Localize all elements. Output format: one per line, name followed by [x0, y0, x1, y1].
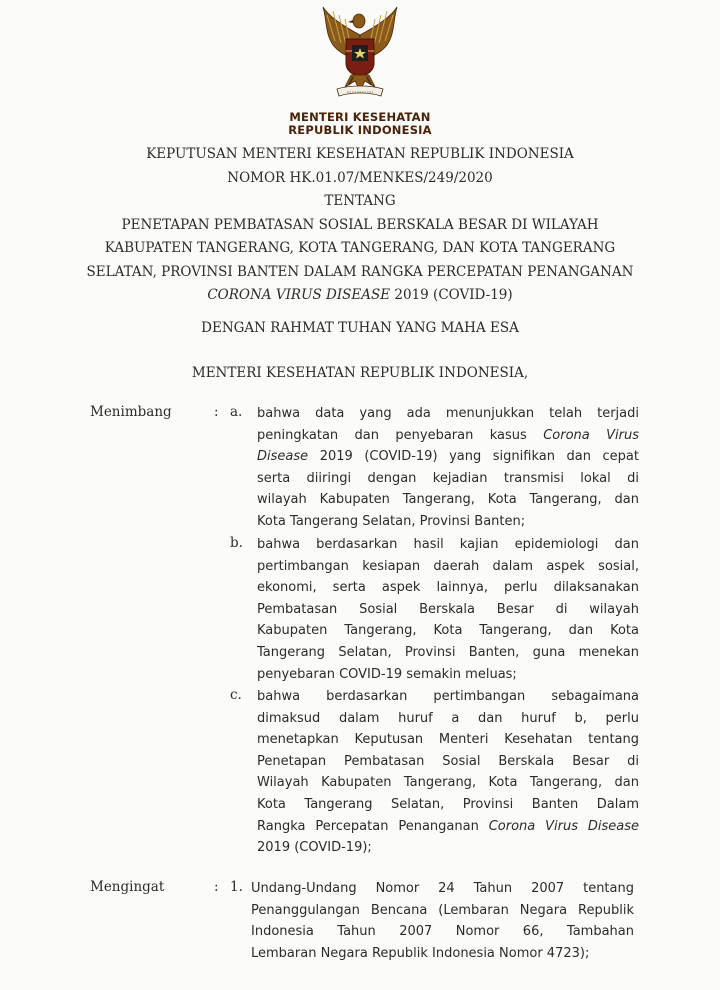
- text-line: wilayah Kabupaten Tangerang, Kota Tangerang, dan: [257, 492, 639, 508]
- ministry-name-line2: REPUBLIK INDONESIA: [288, 123, 432, 137]
- italic-term: Corona Virus Disease: [488, 818, 639, 834]
- opening-phrase: DENGAN RAHMAT TUHAN YANG MAHA ESA: [201, 320, 519, 336]
- authority-line: MENTERI KESEHATAN REPUBLIK INDONESIA,: [191, 365, 529, 381]
- menimbang-colon: :: [214, 404, 219, 420]
- text-line: [257, 425, 639, 447]
- text-span: peningkatan dan penyebaran kasus: [257, 427, 544, 443]
- consideration-item-c: [257, 686, 639, 859]
- text-line: Lembaran Negara Republik Indonesia Nomor 4723);: [251, 945, 590, 961]
- item-marker: c.: [230, 687, 242, 703]
- item-marker: 1.: [230, 879, 243, 895]
- title-italic: CORONA VIRUS DISEASE: [207, 287, 391, 303]
- decree-number: NOMOR HK.01.07/MENKES/249/2020: [227, 169, 493, 186]
- text-line: dimaksud dalam huruf a dan huruf b, perlu: [257, 710, 639, 726]
- text-line: penyebaran COVID-19 semakin meluas;: [257, 666, 517, 682]
- italic-term: Disease: [257, 449, 309, 465]
- item-marker: a.: [230, 404, 243, 420]
- title-line: PENETAPAN PEMBATASAN SOSIAL BERSKALA BESAR DI WILAYAH: [121, 216, 599, 233]
- italic-term: Corona Virus: [543, 427, 639, 443]
- text-line: bahwa berdasarkan pertimbangan sebagaimana: [257, 689, 639, 704]
- item-marker: b.: [230, 535, 243, 551]
- menimbang-label: Menimbang: [90, 404, 172, 420]
- legal-basis-item-1: [251, 878, 634, 964]
- decree-title: [50, 143, 670, 308]
- text-line: Kota Tangerang Selatan, Provinsi Banten;: [257, 513, 526, 529]
- ministry-name-line1: MENTERI KESEHATAN: [289, 110, 431, 124]
- text-line: menetapkan Keputusan Menteri Kesehatan tentang: [257, 732, 639, 748]
- title-about: TENTANG: [324, 193, 396, 209]
- text-line: Undang-Undang Nomor 24 Tahun 2007 tentang: [251, 881, 634, 896]
- text-line: Indonesia Tahun 2007 Nomor 66, Tambahan: [251, 924, 634, 940]
- title-line: KABUPATEN TANGERANG, KOTA TANGERANG, DAN KOTA TANGERANG: [104, 240, 616, 256]
- text-line: Penetapan Pembatasan Sosial Berskala Besar di: [257, 753, 639, 769]
- mengingat-label: Mengingat: [90, 879, 165, 895]
- text-line: Tangerang Selatan, Provinsi Banten, guna menekan: [257, 644, 639, 660]
- text-line: bahwa berdasarkan hasil kajian epidemiologi dan: [257, 537, 639, 552]
- text-line: Kabupaten Tangerang, Kota Tangerang, dan Kota: [257, 623, 639, 639]
- title-line: [50, 284, 670, 308]
- mengingat-colon: :: [214, 879, 219, 895]
- garuda-pancasila-emblem-icon: [315, 5, 405, 100]
- title-line: KEPUTUSAN MENTERI KESEHATAN REPUBLIK INDONESIA: [146, 146, 574, 162]
- consideration-item-b: [257, 534, 639, 685]
- consideration-item-a: [257, 403, 639, 533]
- title-line: SELATAN, PROVINSI BANTEN DALAM RANGKA PERCEPATAN PENANGANAN: [86, 263, 634, 280]
- text-line: [257, 816, 639, 838]
- text-span: Rangka Percepatan Penanganan: [257, 818, 489, 834]
- text-line: ekonomi, serta aspek lainnya, perlu dilaksanakan: [257, 580, 639, 596]
- text-line: Kota Tangerang Selatan, Provinsi Banten Dalam: [257, 796, 639, 812]
- text-line: [257, 446, 639, 468]
- text-line: Pembatasan Sosial Berskala Besar di wilayah: [257, 601, 639, 617]
- text-span: 2019 (COVID-19) yang signifikan dan cepat: [308, 449, 639, 465]
- text-line: bahwa data yang ada menunjukkan telah terjadi: [257, 406, 639, 421]
- title-rest: 2019 (COVID-19): [390, 287, 513, 303]
- text-line: Penanggulangan Bencana (Lembaran Negara Republik: [251, 902, 634, 918]
- text-line: serta diiringi dengan kejadian transmisi lokal di: [257, 470, 639, 486]
- text-line: Wilayah Kabupaten Tangerang, Kota Tangerang, dan: [257, 775, 639, 791]
- text-line: pertimbangan kesiapan daerah dalam aspek sosial,: [257, 558, 639, 574]
- text-line: 2019 (COVID-19);: [257, 840, 372, 856]
